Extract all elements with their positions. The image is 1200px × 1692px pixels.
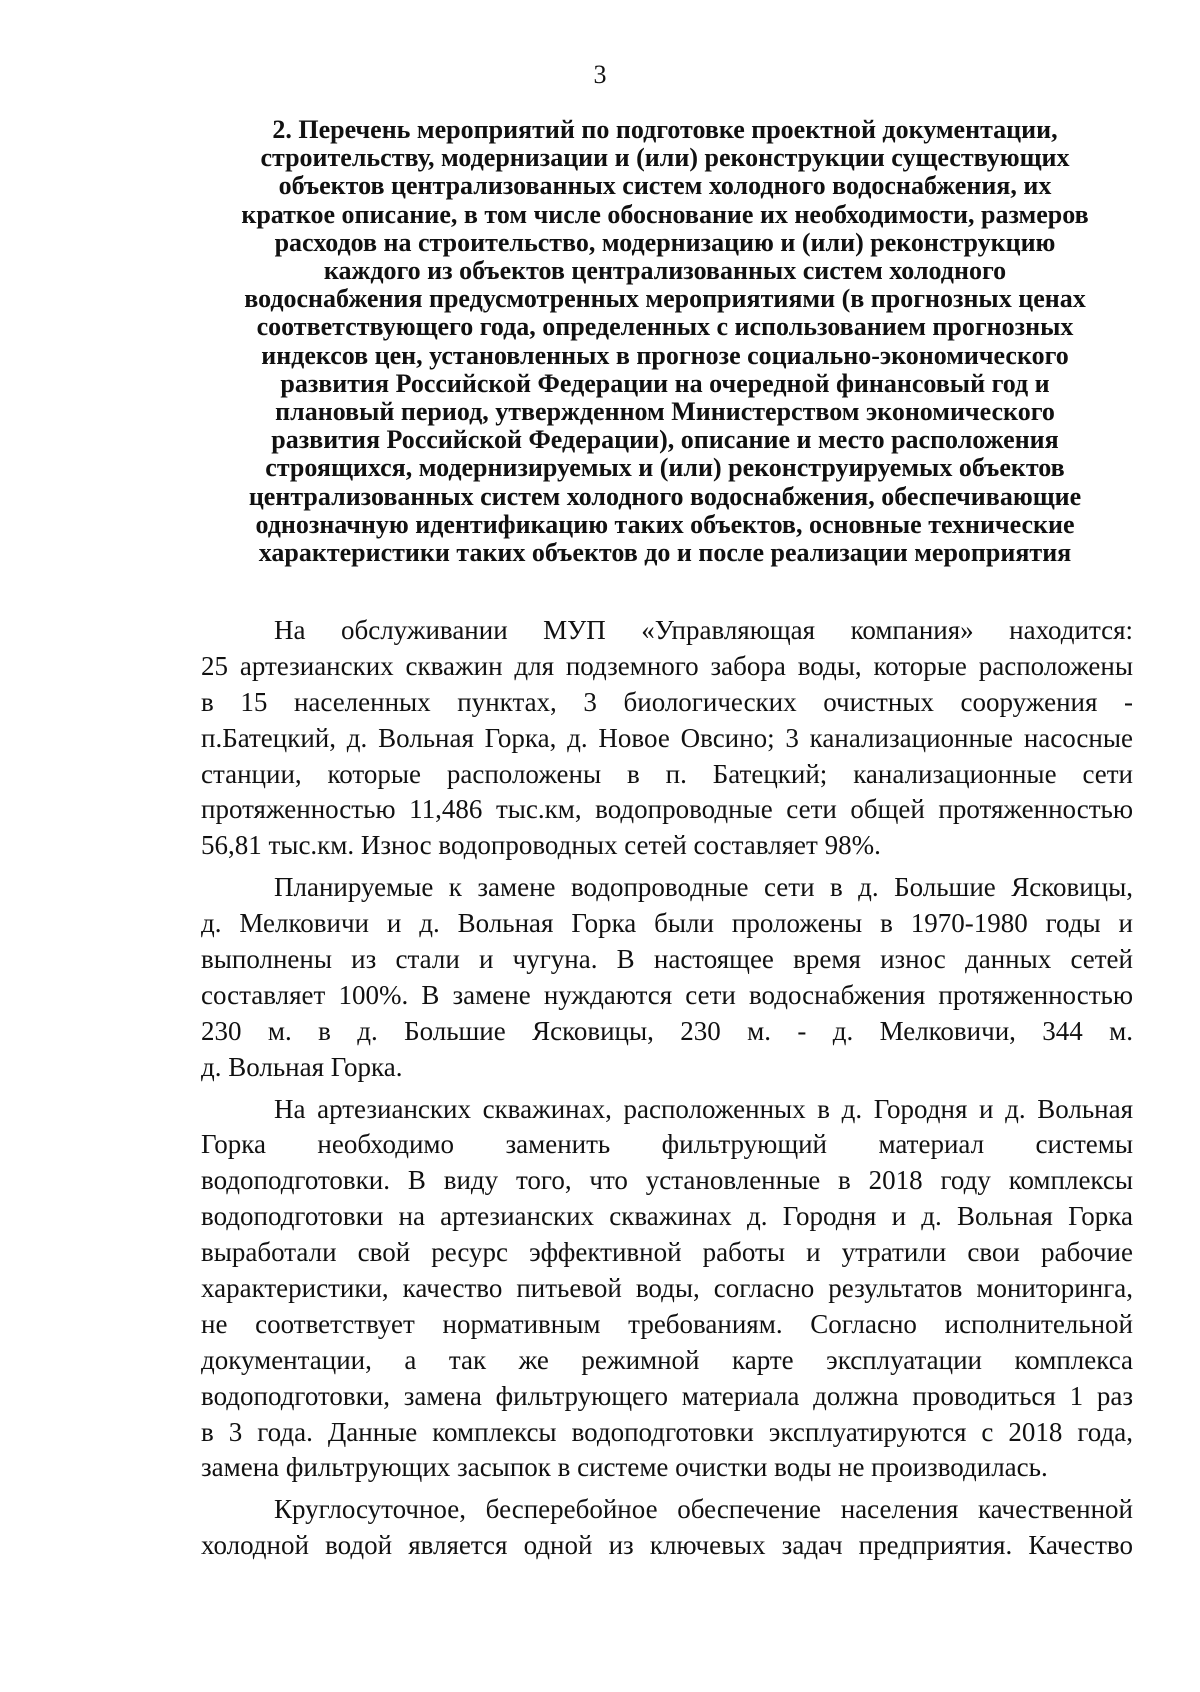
paragraph: [201, 1492, 1133, 1564]
body-text: [201, 613, 1133, 1570]
heading-line: плановый период, утвержденном Министерством экономического: [275, 397, 1055, 427]
text-line: выработали свой ресурс эффективной работы и утратили свои рабочие: [201, 1237, 1133, 1268]
text-line: составляет 100%. В замене нуждаются сети водоснабжения протяженностью: [201, 979, 1133, 1010]
text-line: в 3 года. Данные комплексы водоподготовки эксплуатируются с 2018 года,: [201, 1416, 1133, 1447]
heading-line: централизованных систем холодного водоснабжения, обеспечивающие: [248, 481, 1082, 511]
heading-line: развития Российской Федерации на очередной финансовый год и: [280, 368, 1050, 398]
heading-line: характеристики таких объектов до и после реализации мероприятия: [258, 538, 1072, 568]
text-line: документации, а так же режимной карте эксплуатации комплекса: [201, 1344, 1133, 1375]
text-line: Планируемые к замене водопроводные сети в д. Большие Ясковицы,: [274, 872, 1133, 903]
text-line: На артезианских скважинах, расположенных в д. Городня и д. Вольная: [274, 1093, 1133, 1124]
text-line: 230 м. в д. Большие Ясковицы, 230 м. - д. Мелковичи, 344 м.: [201, 1015, 1133, 1046]
text-line: выполнены из стали и чугуна. В настоящее время износ данных сетей: [201, 944, 1133, 975]
text-line: Круглосуточное, бесперебойное обеспечение населения качественной: [274, 1494, 1133, 1525]
heading-line: индексов цен, установленных в прогнозе социально-экономического: [261, 340, 1069, 370]
heading-line: расходов на строительство, модернизацию и (или) реконструкцию: [274, 227, 1056, 257]
heading-line: соответствующего года, определенных с использованием прогнозных: [256, 312, 1074, 342]
text-line: замена фильтрующих засыпок в системе очистки воды не производилась.: [201, 1452, 1048, 1483]
text-line: 56,81 тыс.км. Износ водопроводных сетей составляет 98%.: [201, 830, 881, 861]
heading-line: строительству, модернизации и (или) реконструкции существующих: [260, 143, 1070, 173]
paragraph: [201, 613, 1133, 864]
heading-line: краткое описание, в том числе обоснование их необходимости, размеров: [241, 199, 1089, 229]
text-line: не соответствует нормативным требованиям. Согласно исполнительной: [201, 1308, 1133, 1339]
text-line: в 15 населенных пунктах, 3 биологических очистных сооружения -: [201, 686, 1133, 717]
paragraph: [201, 870, 1133, 1085]
text-line: станции, которые расположены в п. Батецкий; канализационные сети: [201, 758, 1133, 789]
page-number: 3: [593, 60, 607, 89]
text-line: На обслуживании МУП «Управляющая компания» находится:: [274, 615, 1133, 645]
heading-line: строящихся, модернизируемых и (или) реконструируемых объектов: [265, 453, 1065, 483]
heading-line: водоснабжения предусмотренных мероприятиями (в прогнозных ценах: [244, 284, 1086, 314]
text-line: 25 артезианских скважин для подземного забора воды, которые расположены: [201, 650, 1133, 681]
heading-line: каждого из объектов централизованных систем холодного: [323, 256, 1007, 286]
text-line: водоподготовки на артезианских скважинах д. Городня и д. Вольная Горка: [201, 1201, 1133, 1232]
text-line: характеристики, качество питьевой воды, согласно результатов мониторинга,: [201, 1273, 1133, 1304]
heading-line: объектов централизованных систем холодного водоснабжения, их: [278, 171, 1052, 201]
text-line: водоподготовки. В виду того, что установленные в 2018 году комплексы: [201, 1165, 1133, 1196]
heading-line: однозначную идентификацию таких объектов, основные технические: [255, 509, 1075, 539]
text-line: Горка необходимо заменить фильтрующий материал системы: [201, 1129, 1133, 1160]
section-heading: [200, 116, 1130, 567]
text-line: протяженностью 11,486 тыс.км, водопроводные сети общей протяженностью: [201, 794, 1133, 825]
text-line: п.Батецкий, д. Вольная Горка, д. Новое Овсино; 3 канализационные насосные: [201, 722, 1133, 753]
heading-line: 2. Перечень мероприятий по подготовке проектной документации,: [272, 115, 1058, 144]
text-line: водоподготовки, замена фильтрующего материала должна проводиться 1 раз: [201, 1380, 1133, 1411]
paragraph: [201, 1092, 1133, 1487]
text-line: холодной водой является одной из ключевых задач предприятия. Качество: [201, 1530, 1133, 1561]
text-line: д. Мелковичи и д. Вольная Горка были проложены в 1970-1980 годы и: [201, 908, 1133, 939]
text-line: д. Вольная Горка.: [201, 1051, 403, 1082]
heading-line: развития Российской Федерации), описание и место расположения: [271, 425, 1059, 455]
